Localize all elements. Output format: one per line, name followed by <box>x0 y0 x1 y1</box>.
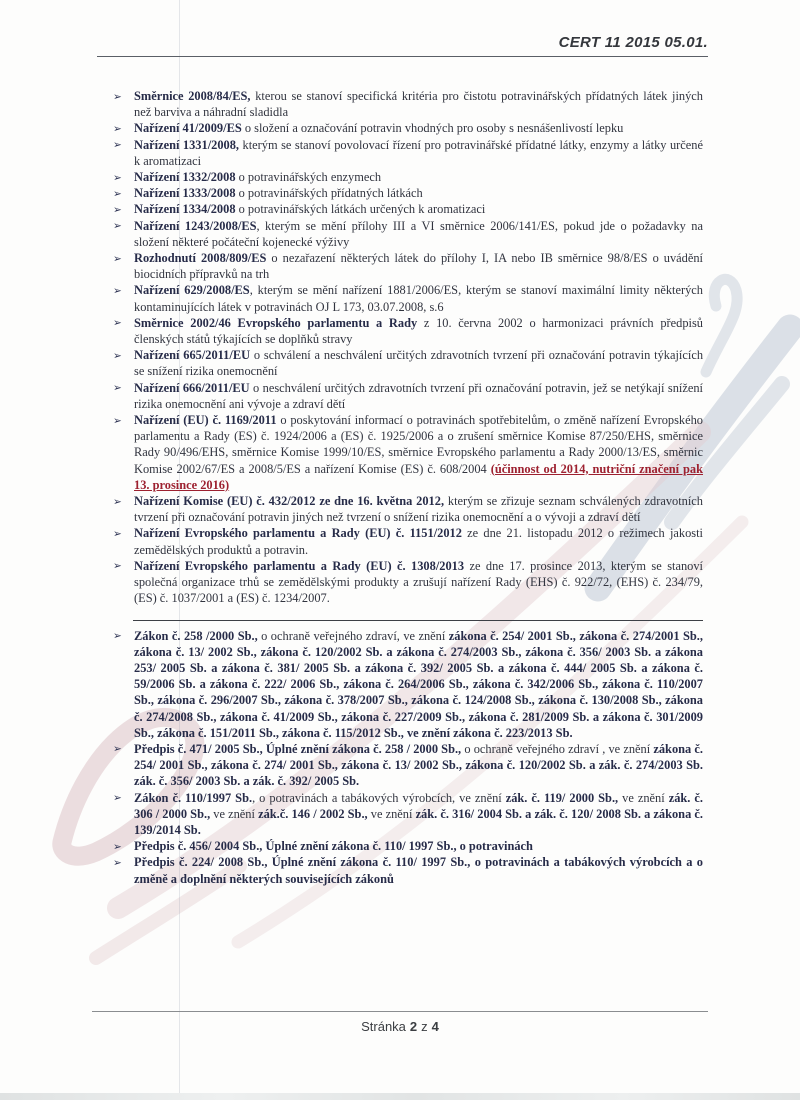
list-item <box>113 741 703 790</box>
arrow-bullet-icon: ➢ <box>113 90 122 103</box>
arrow-bullet-icon: ➢ <box>113 527 122 540</box>
regulation-title: Směrnice 2002/46 Evropského parlamentu a Rady <box>134 315 418 330</box>
regulation-description: kterým se zřizuje seznam schválených zdravotních tvrzení při označování potravin jiných než tvrzení o snížení rizika onemocnění a o vývoji a zdraví dětí <box>134 494 703 525</box>
regulation-title: zák. č. 306 / 2000 Sb., <box>134 790 703 821</box>
list-item <box>113 201 703 217</box>
regulation-description: o ochraně veřejného zdraví , ve znění <box>461 741 654 756</box>
section-separator <box>133 620 703 621</box>
regulation-description: o schválení a neschválení určitých zdravotních tvrzení při označování potravin týkajících se snížení rizika onemocnění <box>134 348 704 379</box>
arrow-bullet-icon: ➢ <box>113 743 122 756</box>
regulation-description: o potravinářských látkách určených k aromatizaci <box>235 202 486 217</box>
regulation-title: Nařízení (EU) č. 1169/2011 <box>134 413 277 428</box>
document-body <box>113 88 703 887</box>
regulation-description: o potravinářských přídatných látkách <box>235 186 423 201</box>
arrow-bullet-icon: ➢ <box>113 630 122 642</box>
regulation-title: Směrnice 2008/84/ES, <box>134 89 251 103</box>
arrow-bullet-icon: ➢ <box>113 187 122 200</box>
regulation-title: Nařízení 1331/2008, <box>134 137 240 152</box>
regulation-title: Zákon č. 258 /2000 Sb., <box>134 628 258 643</box>
regulation-title: zákona č. 254/ 2001 Sb., zákona č. 274/2001 Sb., zákona č. 13/ 2002 Sb., zákona č. 120/2002 Sb. a zákona č. 274/2003 Sb., zákona č. 356/ 2003 Sb. a zákona 253/ 2005 Sb. a zákona č. 381/ 2005 Sb. a zákona č. 392/ 2005 Sb. a zákona č. 444/ 2005 Sb. a zákona č. 59/2006 Sb. a zákona č. 222/ 2006 Sb., zákona č. 264/2006 Sb., zákona č. 342/2006 Sb., zákona č. 110/2007 Sb., zákona č. 296/2007 Sb., zákona č. 378/2007 Sb., zákona č. 124/2008 Sb., zákona č. 130/2008 Sb., zákona č. 274/2008 Sb., zákona č. 41/2009 Sb., zákona č. 227/2009 Sb., zákona č. 281/2009 Sb. a zákona č. 301/2009 Sb., zákona č. 151/2011 Sb., zákona č. 115/2012 Sb., ve znění zákona č. 223/2013 Sb. <box>134 628 703 740</box>
regulation-title: Nařízení 629/2008/ES <box>134 283 250 298</box>
list-item <box>113 282 703 314</box>
list-item <box>113 347 703 379</box>
list-item <box>113 854 703 886</box>
page-footer <box>92 1011 708 1034</box>
regulation-title: Předpis č. 456/ 2004 Sb., Úplné znění zákona č. 110/ 1997 Sb., o potravinách <box>134 839 533 854</box>
list-item <box>113 525 703 557</box>
list-item <box>113 250 703 282</box>
arrow-bullet-icon: ➢ <box>113 139 122 152</box>
scan-bottom-edge <box>0 1093 800 1100</box>
regulation-title: zák. č. 119/ 2000 Sb., <box>505 790 619 805</box>
arrow-bullet-icon: ➢ <box>113 122 122 135</box>
footer-of-label: z <box>421 1019 428 1034</box>
regulation-description: ve znění <box>618 790 669 805</box>
regulation-description: , kterým se mění nařízení 1881/2006/ES, kterým se stanoví maximální limity některých kontaminujících látek v potravinách OJ L 173, 03.07.2008, s.6 <box>134 283 703 314</box>
arrow-bullet-icon: ➢ <box>113 382 122 395</box>
highlighted-red-text: (účinnost od 2014, nutriční značení pak 13. prosince 2016) <box>134 461 703 492</box>
arrow-bullet-icon: ➢ <box>113 495 122 508</box>
regulation-title: Zákon č. 110/1997 Sb. <box>134 790 253 805</box>
regulation-title: Rozhodnutí 2008/809/ES <box>134 251 267 266</box>
regulation-title: Nařízení Evropského parlamentu a Rady (EU) č. 1151/2012 <box>134 526 462 541</box>
regulation-title: zák.č. 146 / 2002 Sb., <box>258 806 368 821</box>
regulation-description: o nezařazení některých látek do přílohy I, IA nebo IB směrnice 98/8/ES o uvádění biocidních přípravků na trh <box>134 251 704 282</box>
regulation-title: Nařízení 1334/2008 <box>134 202 236 217</box>
page-header <box>97 34 708 57</box>
regulation-description: o neschválení určitých zdravotních tvrzení při označování potravin, jež se netýkají snížení rizika onemocnění ani vývoje a zdraví dětí <box>134 380 703 411</box>
regulation-description: o poskytování informací o potravinách spotřebitelům, o změně nařízení Evropského parlamentu a Rady (ES) č. 1924/2006 a (ES) č. 1925/2006 a o zrušení směrnice Komise 87/250/EHS, směrnice Rady 90/496/EHS, směrnice Komise 1999/10/ES, směrnice Evropského parlamentu a Rady 2000/13/ES, směrnic Komise 2002/67/ES a 2008/5/ES a nařízení Komise (ES) č. 608/2004 <box>134 413 703 476</box>
arrow-bullet-icon: ➢ <box>113 560 122 573</box>
list-item <box>113 137 703 169</box>
list-item <box>113 838 703 854</box>
list-item <box>113 315 703 347</box>
regulation-description: ve znění <box>367 806 416 821</box>
laws-list <box>113 628 703 887</box>
regulation-title: Předpis č. 471/ 2005 Sb., Úplné znění zákona č. 258 / 2000 Sb., <box>134 741 462 756</box>
regulation-title: Nařízení 1243/2008/ES <box>134 218 257 233</box>
arrow-bullet-icon: ➢ <box>113 171 122 184</box>
regulation-title: Nařízení Evropského parlamentu a Rady (EU) č. 1308/2013 <box>134 558 465 573</box>
regulation-title: Nařízení 666/2011/EU <box>134 380 250 395</box>
regulation-title: Předpis č. 224/ 2008 Sb., Úplné znění zákona č. 110/ 1997 Sb., o potravinách a tabákových výrobcích a o změně a doplnění některých souvisejících zákonů <box>134 855 703 886</box>
regulation-title: zákona č. 254/ 2001 Sb., zákona č. 274/ 2001 Sb., zákona č. 13/ 2002 Sb., zákona č. 120/2002 Sb. a zák. č. 274/2003 Sb. zák. č. 356/ 2003 Sb. a zák. č. 392/ 2005 Sb. <box>134 741 703 789</box>
arrow-bullet-icon: ➢ <box>113 349 122 362</box>
arrow-bullet-icon: ➢ <box>113 317 122 330</box>
regulation-description: z 10. června 2002 o harmonizaci právních předpisů členských států týkajících se doplňků stravy <box>134 315 704 347</box>
regulation-description: kterou se stanoví specifická kritéria pro čistotu potravinářských přídatných látek jiných než barviva a náhradní sladidla <box>134 89 704 120</box>
arrow-bullet-icon: ➢ <box>113 284 122 297</box>
header-doc-code: CERT 11 2015 05.01. <box>558 34 708 51</box>
regulation-description: o složení a označování potravin vhodných pro osoby s nesnášenlivostí lepku <box>241 121 624 136</box>
list-item <box>113 218 703 250</box>
regulation-description: o ochraně veřejného zdraví, ve znění <box>257 628 449 643</box>
list-item <box>113 169 703 185</box>
regulation-description: , o potravinách a tabákových výrobcích, ve znění <box>252 790 506 805</box>
arrow-bullet-icon: ➢ <box>113 856 122 869</box>
list-item <box>113 380 703 412</box>
regulation-title: Nařízení 1332/2008 <box>134 170 236 185</box>
arrow-bullet-icon: ➢ <box>113 252 122 265</box>
regulation-title: Nařízení 1333/2008 <box>134 186 236 201</box>
footer-page-label: Stránka <box>361 1019 406 1034</box>
footer-page-number: 2 <box>409 1019 418 1034</box>
regulation-description: , kterým se mění přílohy III a VI směrnice 2006/141/ES, pokud jde o požadavky na složení některé počáteční kojenecké výživy <box>134 218 704 249</box>
regulations-list <box>113 88 703 607</box>
regulation-description: ve znění <box>210 806 259 821</box>
list-item <box>113 558 703 607</box>
arrow-bullet-icon: ➢ <box>113 840 122 853</box>
list-item <box>113 493 703 525</box>
regulation-title: zák. č. 316/ 2004 Sb. a zák. č. 120/ 2008 Sb. a zákona č. 139/2014 Sb. <box>134 806 703 837</box>
arrow-bullet-icon: ➢ <box>113 220 122 233</box>
regulation-description: ze dne 17. prosince 2013, kterým se stanoví společná organizace trhů se zemědělskými produkty a zrušují nařízení Rady (EHS) č. 922/72, (EHS) č. 234/79, (ES) č. 1037/2001 a (ES) č. 1234/2007. <box>134 558 703 606</box>
list-item <box>113 120 703 136</box>
list-item <box>113 790 703 839</box>
arrow-bullet-icon: ➢ <box>113 414 122 427</box>
arrow-bullet-icon: ➢ <box>113 792 122 805</box>
list-item <box>113 628 703 741</box>
regulation-description: o potravinářských enzymech <box>235 170 382 185</box>
list-item <box>113 88 703 120</box>
regulation-title: Nařízení Komise (EU) č. 432/2012 ze dne 16. května 2012, <box>134 494 445 509</box>
list-item <box>113 412 703 493</box>
regulation-description: ze dne 21. listopadu 2012 o režimech jakosti zemědělských produktů a potravin. <box>134 526 703 557</box>
list-item <box>113 185 703 201</box>
footer-total-pages: 4 <box>431 1019 439 1034</box>
regulation-title: Nařízení 41/2009/ES <box>134 121 242 136</box>
regulation-title: Nařízení 665/2011/EU <box>134 348 251 363</box>
regulation-description: kterým se stanoví povolovací řízení pro potravinářské přídatné látky, enzymy a látky určené k aromatizaci <box>134 137 703 168</box>
arrow-bullet-icon: ➢ <box>113 203 122 216</box>
